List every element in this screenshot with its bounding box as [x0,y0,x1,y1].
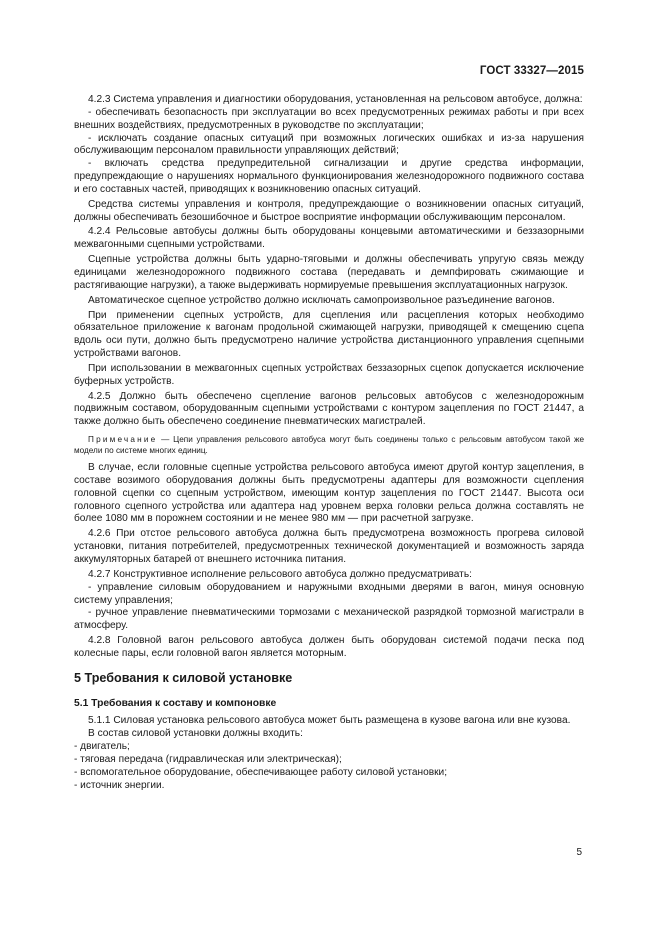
clause-5-1-1: 5.1.1 Силовая установка рельсового автобуса может быть размещена в кузове вагона или вне кузова. [88,715,571,727]
paragraph: В состав силовой установки должны входить: [88,728,303,740]
document-body [74,94,584,793]
clause-4-2-5: 4.2.5 Должно быть обеспечено сцепление вагонов рельсовых автобусов с железнодорожным подвижным составом, оборудованным сцепными устройствами с контуром зацепления по ГОСТ 21447, а также должно быть обеспечено соединение пневматических магистралей. [74,390,584,428]
list-item: - управление силовым оборудованием и наружными входными дверями в вагон, минуя основную систему управления; [74,581,584,606]
list-item: - включать средства предупредительной сигнализации и другие средства информации, предупреждающие о нарушениях нормального функционирования железнодорожного подвижного состава и его составных частей, приводящих к возникновению опасных ситуаций. [74,158,584,195]
note [74,434,584,456]
list-item: - двигатель; [74,741,130,753]
note-text: — Цепи управления рельсового автобуса могут быть соединены только с рельсовым автобусом такой же модели по системе многих единиц. [74,435,584,456]
clause-4-2-6: 4.2.6 При отстое рельсового автобуса должна быть предусмотрена возможность прогрева силовой установки, питания потребителей, предусмотренных технической документацией и возможность заряда аккумуляторных батарей от внешнего источника питания. [74,528,584,565]
section-title: 5 Требования к силовой установке [74,670,293,685]
paragraph: Средства системы управления и контроля, предупреждающие о возникновении опасных ситуаций, должны обеспечивать безошибочное и быстрое восприятие информации обслуживающим персоналом. [74,198,584,223]
subsection-title: 5.1 Требования к составу и компоновке [74,697,277,709]
list-item: - обеспечивать безопасность при эксплуатации во всех предусмотренных режимах работы и при всех внешних воздействиях, предусмотренных в руководстве по эксплуатации; [74,106,584,131]
clause-4-2-7: 4.2.7 Конструктивное исполнение рельсового автобуса должно предусматривать: [88,568,472,580]
paragraph: Автоматическое сцепное устройство должно исключать самопроизвольное разъединение вагонов. [88,294,555,306]
list-item: - источник энергии. [74,779,165,791]
paragraph: В случае, если головные сцепные устройства рельсового автобуса имеют другой контур зацепления, в составе возимого оборудования должны быть предусмотрены адаптеры для возможности сцепления головной сцепки со сцепным устройством, имеющим контур зацепления по ГОСТ 21447. Высота оси головного сцепного устройства или адаптера над уровнем верха головки рельса должна составлять не более 1080 мм в порожнем состоянии и не менее 980 мм — при расчетной загрузке. [74,462,584,525]
note-label: Примечание [88,435,158,445]
list-item: - исключать создание опасных ситуаций при возможных логических ошибках и из-за нарушения обслуживающим персоналом правильности управляющих действий; [74,132,584,157]
paragraph: Сцепные устройства должны быть ударно-тяговыми и должны обеспечивать упругую связь между единицами железнодорожного подвижного состава (передавать и демпфировать сжимающие и растягивающие нагрузки), а также выдерживать нормируемые превышения эксплуатационных нагрузок. [74,254,584,291]
page-number: 5 [576,847,582,858]
clause-4-2-3: 4.2.3 Система управления и диагностики оборудования, установленная на рельсовом автобусе, должна: [88,94,583,105]
paragraph: При использовании в межвагонных сцепных устройствах беззазорных сцепок допускается исключение буферных устройств. [74,362,584,387]
list-item: - тяговая передача (гидравлическая или электрическая); [74,753,342,765]
clause-4-2-8: 4.2.8 Головной вагон рельсового автобуса должен быть оборудован системой подачи песка под колесные пары, если головной вагон является моторным. [74,635,584,659]
paragraph: При применении сцепных устройств, для сцепления или расцепления которых необходимо обязательное приложение к вагонам продольной сжимающей нагрузки, приводящей к смещению сцепа вдоль оси пути, должно быть предусмотрено наличие устройства дистанционного управления сцепными устройствами вагонов. [74,309,584,360]
document-code-header: ГОСТ 33327—2015 [479,65,584,77]
clause-4-2-4: 4.2.4 Рельсовые автобусы должны быть оборудованы концевыми автоматическими и беззазорными межвагонными сцепными устройствами. [74,226,584,251]
list-item: - вспомогательное оборудование, обеспечивающее работу силовой установки; [74,766,448,778]
list-item: - ручное управление пневматическими тормозами с механической разрядкой тормозной магистрали в атмосферу. [74,607,584,632]
